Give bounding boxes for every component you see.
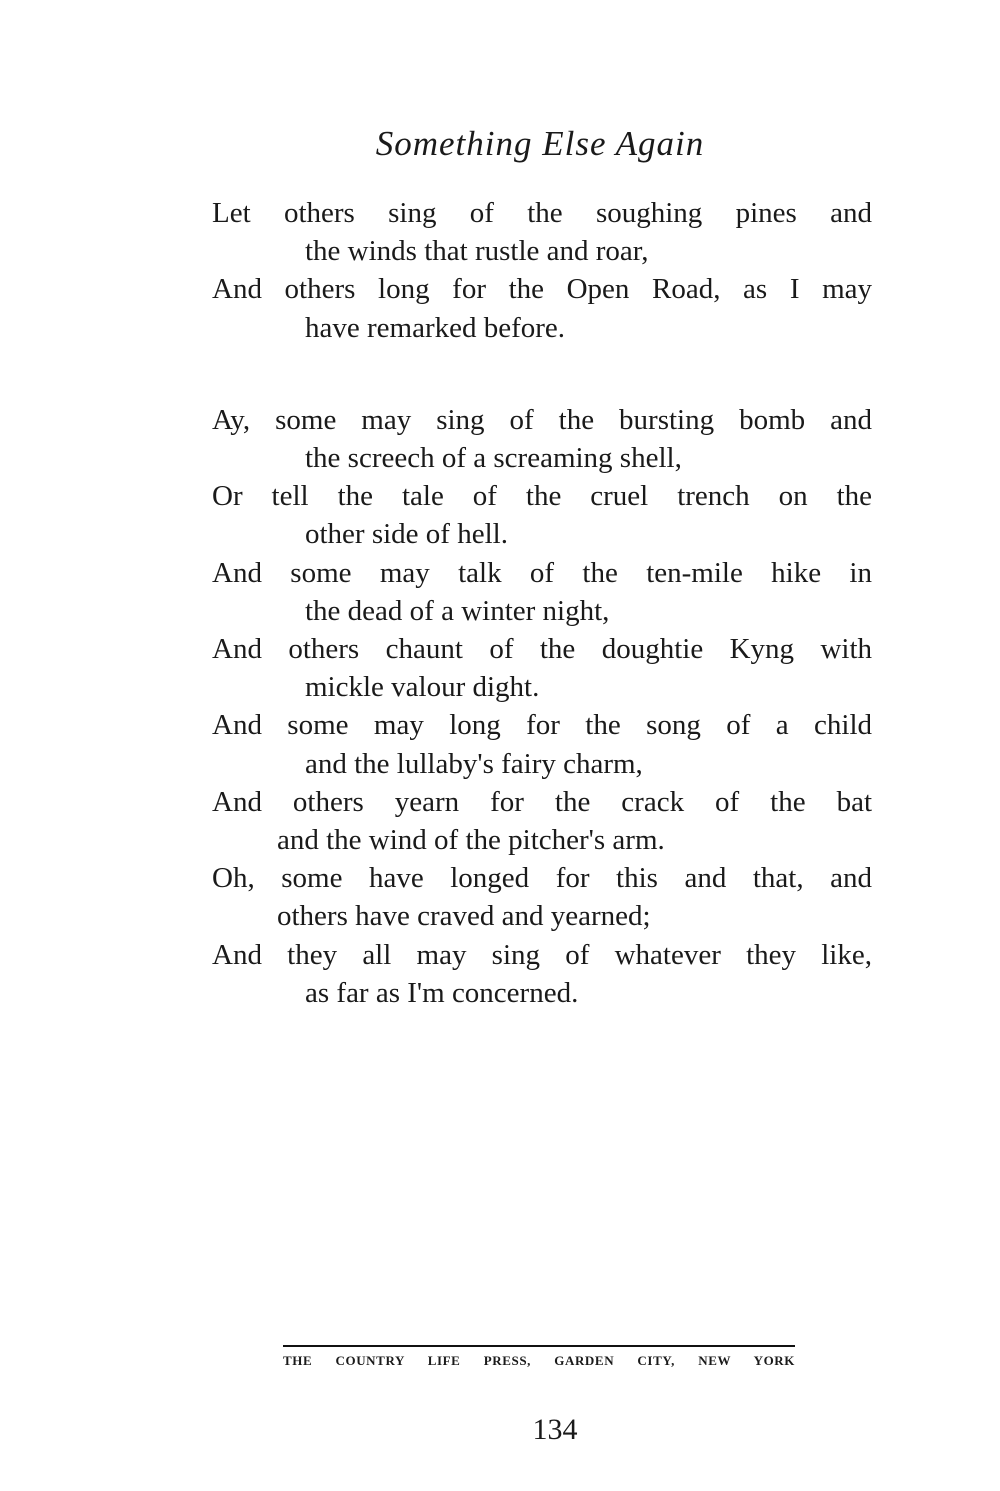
poem-line: And some may long for the song of a child: [212, 709, 872, 742]
poem-line-continuation: as far as I'm concerned.: [305, 976, 579, 1009]
stanza-1: [212, 194, 872, 347]
poem-line: And others yearn for the crack of the bat: [212, 785, 872, 818]
poem-line-continuation: the winds that rustle and roar,: [305, 235, 649, 268]
poem-line: Let others sing of the soughing pines and: [212, 197, 872, 229]
poem-line: And they all may sing of whatever they like,: [212, 938, 872, 971]
imprint-rule: [283, 1345, 795, 1347]
poem-line: Ay, some may sing of the bursting bomb and: [212, 403, 872, 436]
poem-line-continuation: mickle valour dight.: [305, 671, 540, 704]
poem-line: Or tell the tale of the cruel trench on the: [212, 480, 872, 513]
stanza-2: [212, 401, 872, 1012]
poem-line: And others long for the Open Road, as I may: [212, 273, 872, 306]
page-number: 134: [532, 1413, 578, 1446]
poem-line: And others chaunt of the doughtie Kyng with: [212, 633, 872, 666]
poem-line-continuation: and the wind of the pitcher's arm.: [277, 824, 665, 857]
poem-line-continuation: the screech of a screaming shell,: [305, 442, 682, 475]
page-title: Something Else Again: [375, 124, 705, 163]
poem-line-continuation: other side of hell.: [305, 518, 508, 551]
printer-imprint: THE COUNTRY LIFE PRESS, GARDEN CITY, NEW YORK: [283, 1353, 795, 1368]
poem: [212, 194, 872, 1012]
poem-line-continuation: have remarked before.: [305, 311, 566, 344]
poem-line-continuation: the dead of a winter night,: [305, 594, 610, 627]
poem-line: And some may talk of the ten-mile hike in: [212, 556, 872, 589]
poem-line-continuation: others have craved and yearned;: [277, 900, 651, 933]
poem-line-continuation: and the lullaby's fairy charm,: [305, 747, 643, 780]
poem-line: Oh, some have longed for this and that, and: [212, 862, 872, 895]
